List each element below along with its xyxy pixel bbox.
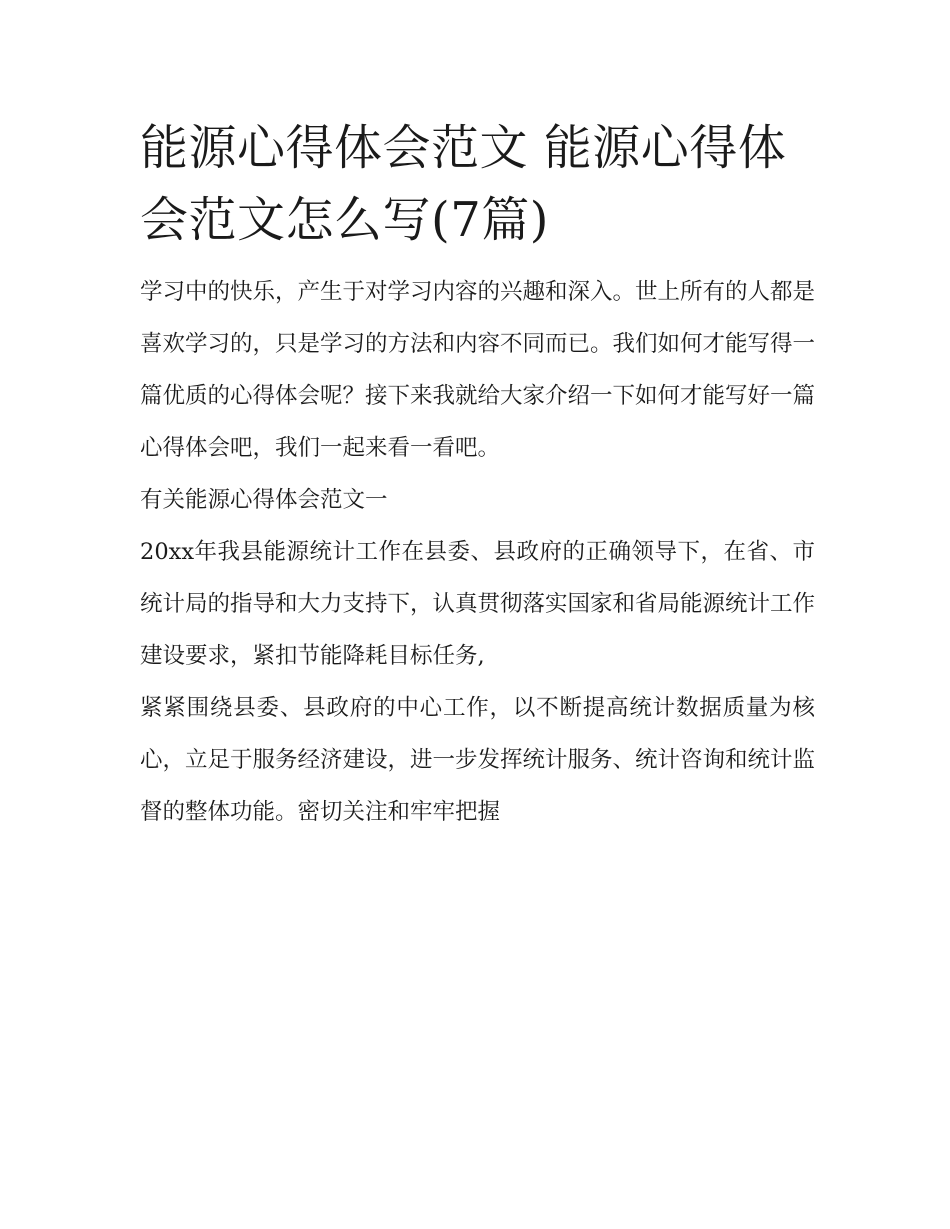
body-paragraph-1: 20xx年我县能源统计工作在县委、县政府的正确领导下，在省、市统计局的指导和大力支持下，认真贯彻落实国家和省局能源统计工作建设要求，紧扣节能降耗目标任务,	[140, 539, 816, 669]
intro-paragraph: 学习中的快乐，产生于对学习内容的兴趣和深入。世上所有的人都是喜欢学习的，只是学习的方法和内容不同而已。我们如何才能写得一篇优质的心得体会呢？接下来我就给大家介绍一下如何才能写好一篇心得体会吧，我们一起来看一看吧。	[140, 279, 816, 461]
document-title: 能源心得体会范文 能源心得体会范文怎么写(7篇)	[140, 120, 787, 248]
document-page	[140, 112, 815, 838]
section-heading: 有关能源心得体会范文一	[140, 487, 388, 513]
body-paragraph-2: 紧紧围绕县委、县政府的中心工作，以不断提高统计数据质量为核心，立足于服务经济建设，进一步发挥统计服务、统计咨询和统计监督的整体功能。密切关注和牢牢把握	[140, 695, 816, 825]
